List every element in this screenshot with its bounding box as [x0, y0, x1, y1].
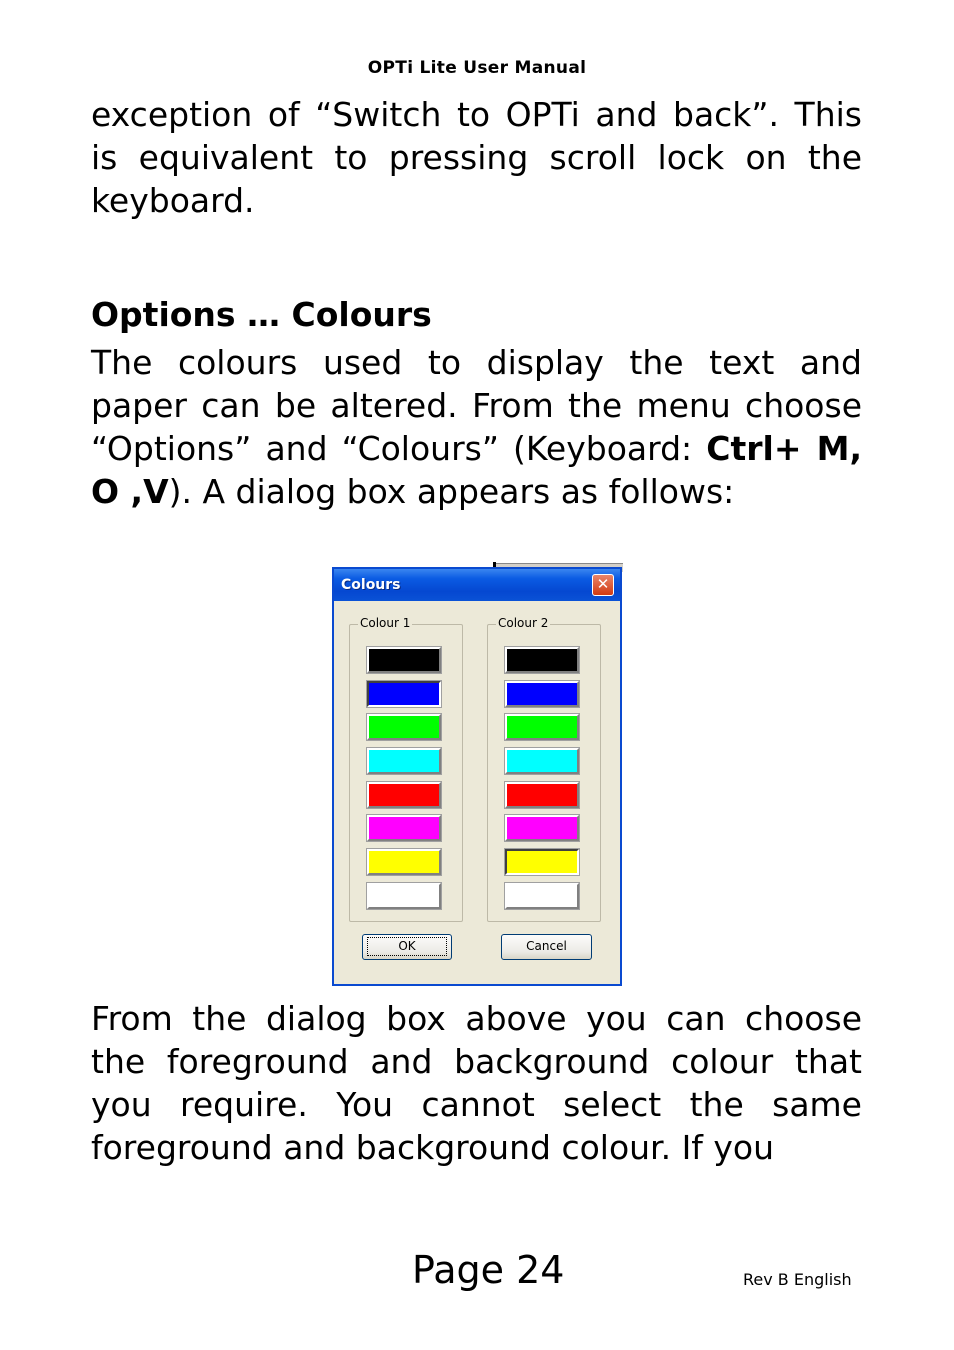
- colour-1-swatch[interactable]: [367, 748, 441, 774]
- colour-2-swatch[interactable]: [505, 883, 579, 909]
- colour-2-swatches: [505, 647, 581, 917]
- ok-button[interactable]: [362, 934, 452, 960]
- colour-2-swatch[interactable]: [505, 748, 579, 774]
- colour-2-swatch[interactable]: [505, 714, 579, 740]
- colour-1-swatch[interactable]: [367, 647, 441, 673]
- page-number: Page 24: [412, 1248, 565, 1292]
- colour-2-group: [487, 616, 601, 922]
- colour-1-swatch[interactable]: [367, 681, 441, 707]
- colour-2-swatch[interactable]: [505, 815, 579, 841]
- colour-1-swatch[interactable]: [367, 815, 441, 841]
- dialog-title: Colours: [341, 577, 401, 593]
- paragraph-scroll-lock: exception of “Switch to OPTi and back”. This is equivalent to pressing scroll lock on the keyboard.: [91, 95, 862, 220]
- colour-2-label: Colour 2: [498, 616, 549, 630]
- paragraph-choose-colours: From the dialog box above you can choose the foreground and background colour that you require. You cannot select the same foreground and background colour. If you: [91, 999, 862, 1167]
- colour-1-swatch[interactable]: [367, 849, 441, 875]
- revision-label: Rev B English: [743, 1270, 852, 1289]
- paragraph-colours-intro: [91, 341, 862, 513]
- paragraph-text-after: ). A dialog box appears as follows:: [168, 472, 735, 511]
- colour-1-swatch[interactable]: [367, 782, 441, 808]
- colour-1-label: Colour 1: [360, 616, 411, 630]
- cancel-button[interactable]: Cancel: [501, 934, 592, 960]
- colour-2-swatch[interactable]: [505, 681, 579, 707]
- colour-2-swatch[interactable]: [505, 782, 579, 808]
- colour-1-swatches: [367, 647, 443, 917]
- running-head: OPTi Lite User Manual: [367, 58, 587, 78]
- colour-1-group: [349, 616, 463, 922]
- ok-button-label: OK: [367, 937, 447, 956]
- dialog-titlebar[interactable]: [334, 569, 620, 601]
- close-button[interactable]: [592, 574, 614, 596]
- colour-1-swatch[interactable]: [367, 883, 441, 909]
- close-icon: ✕: [596, 575, 610, 593]
- colour-1-swatch[interactable]: [367, 714, 441, 740]
- colour-2-swatch[interactable]: [505, 849, 579, 875]
- colours-dialog: [332, 567, 622, 986]
- keyboard-shortcut: Ctrl+ M, O ,V: [91, 429, 862, 511]
- section-heading: Options … Colours: [91, 295, 432, 334]
- paragraph-text-before: The colours used to display the text and paper can be altered. From the menu choose “Options” and “Colours” (Keyboard:: [91, 343, 862, 468]
- colour-2-swatch[interactable]: [505, 647, 579, 673]
